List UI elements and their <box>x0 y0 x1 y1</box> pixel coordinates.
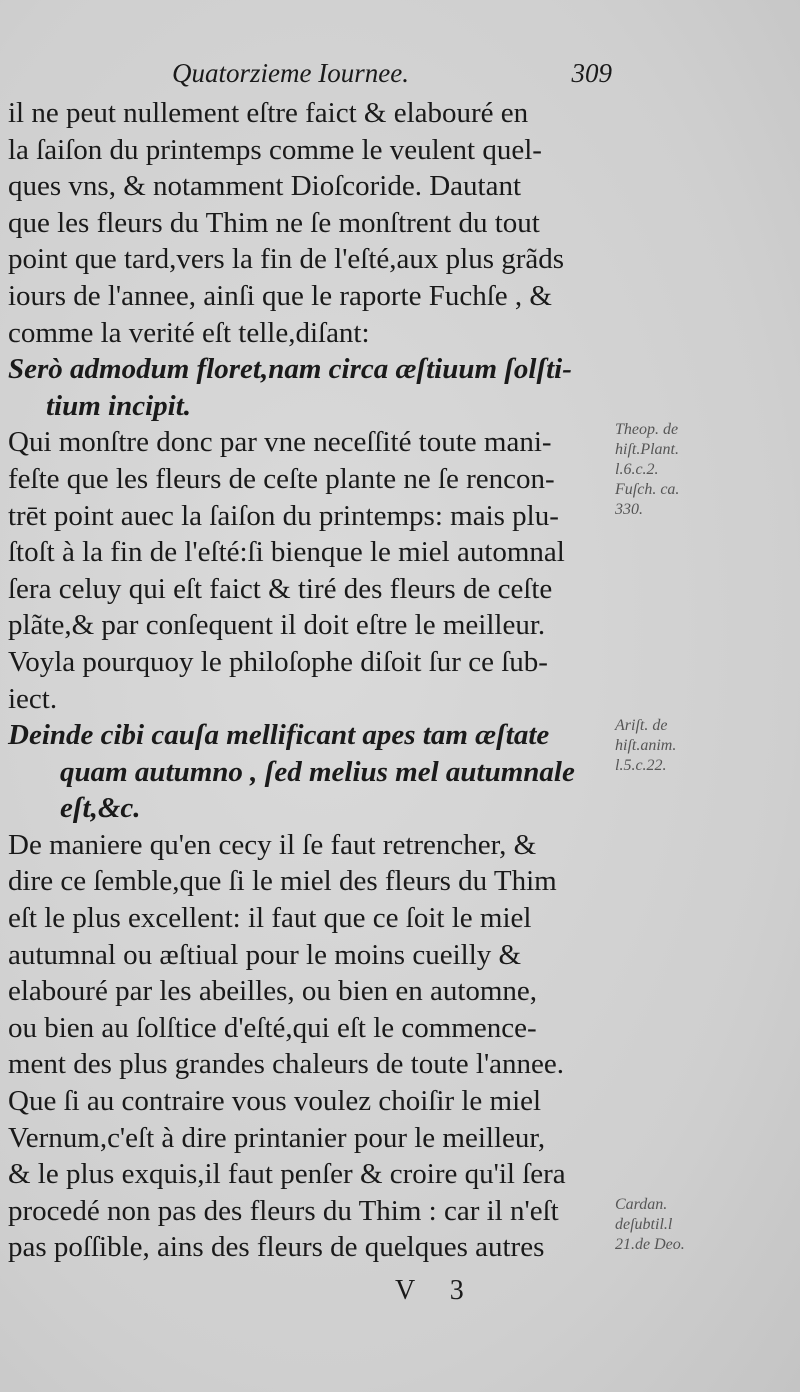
text-line: autumnal ou æſtiual pour le moins cueilly & <box>8 938 522 971</box>
text-line: Vernum,c'eſt à dire printanier pour le meilleur, <box>8 1121 546 1154</box>
marginal-note-line: Ariſt. de <box>615 717 668 734</box>
quotation-line: eſt,&c. <box>60 792 141 825</box>
marginal-note-aristotle <box>615 716 795 776</box>
quotation-line: Serò admodum floret,nam circa æſtiuum ſolſti- <box>8 353 572 386</box>
text-body <box>8 95 620 1266</box>
marginal-note-line: l.5.c.22. <box>615 757 667 774</box>
text-line: procedé non pas des fleurs du Thim : car il n'eſt <box>8 1194 559 1227</box>
marginal-note-theophrastus <box>615 420 795 520</box>
text-line: ques vns, & notamment Dioſcoride. Dautant <box>8 170 522 203</box>
running-header <box>172 58 612 94</box>
text-line: ou bien au ſolſtice d'eſté,qui eſt le commence- <box>8 1011 537 1044</box>
quotation-line: quam autumno , ſed melius mel autumnale <box>60 755 575 788</box>
marginal-note-line: Cardan. <box>615 1196 668 1213</box>
text-line: la ſaiſon du printemps comme le veulent quel- <box>8 133 542 166</box>
marginal-note-cardan <box>615 1195 795 1255</box>
marginal-note-line: Fuſch. ca. <box>615 481 680 498</box>
marginal-note-line: Theop. de <box>615 421 679 438</box>
running-title: Quatorzieme Iournee. <box>172 58 409 88</box>
text-line: Voyla pourquoy le philoſophe diſoit ſur ce ſub- <box>8 645 548 678</box>
text-line: trēt point auec la ſaiſon du printemps: mais plu- <box>8 499 559 532</box>
text-line: plãte,& par conſequent il doit eſtre le meilleur. <box>8 609 546 642</box>
marginal-note-line: deſubtil.l <box>615 1216 673 1233</box>
text-line: ſera celuy qui eſt faict & tiré des fleurs de ceſte <box>8 572 553 605</box>
text-line: ment des plus grandes chaleurs de toute l'annee. <box>8 1048 565 1081</box>
text-line: pas poſſible, ains des fleurs de quelques autres <box>8 1231 545 1264</box>
text-line: eſt le plus excellent: il faut que ce ſoit le miel <box>8 902 532 935</box>
marginal-note-line: l.6.c.2. <box>615 461 659 478</box>
marginal-note-line: 21.de Deo. <box>615 1236 685 1253</box>
marginal-note-line: hiſt.anim. <box>615 737 677 754</box>
marginal-note-line: 330. <box>615 501 643 518</box>
quotation-line: tium incipit. <box>46 389 192 422</box>
quotation-line: Deinde cibi cauſa mellificant apes tam æſtate <box>8 719 550 752</box>
text-line: ſtoſt à la fin de l'eſté:ſi bienque le miel automnal <box>8 536 565 569</box>
marginal-note-line: hiſt.Plant. <box>615 441 679 458</box>
text-line: iours de l'annee, ainſi que le raporte Fuchſe , & <box>8 279 552 312</box>
signature-mark: V 3 <box>395 1275 478 1306</box>
text-line: dire ce ſemble,que ſi le miel des fleurs du Thim <box>8 865 557 898</box>
text-line: point que tard,vers la fin de l'eſté,aux plus grãds <box>8 243 565 276</box>
text-line: iect. <box>8 682 58 715</box>
text-line: De maniere qu'en cecy il ſe faut retrencher, & <box>8 828 537 861</box>
page-number: 309 <box>571 58 612 88</box>
text-line: comme la verité eſt telle,diſant: <box>8 316 370 349</box>
text-line: Qui monſtre donc par vne neceſſité toute mani- <box>8 426 552 459</box>
text-line: il ne peut nullement eſtre faict & elabouré en <box>8 97 529 129</box>
text-line: & le plus exquis,il faut penſer & croire qu'il ſera <box>8 1158 566 1191</box>
text-line: feſte que les fleurs de ceſte plante ne ſe rencon- <box>8 462 555 495</box>
text-line: que les fleurs du Thim ne ſe monſtrent du tout <box>8 206 540 239</box>
text-line: elabouré par les abeilles, ou bien en automne, <box>8 975 538 1008</box>
text-line: Que ſi au contraire vous voulez choiſir le miel <box>8 1085 542 1118</box>
